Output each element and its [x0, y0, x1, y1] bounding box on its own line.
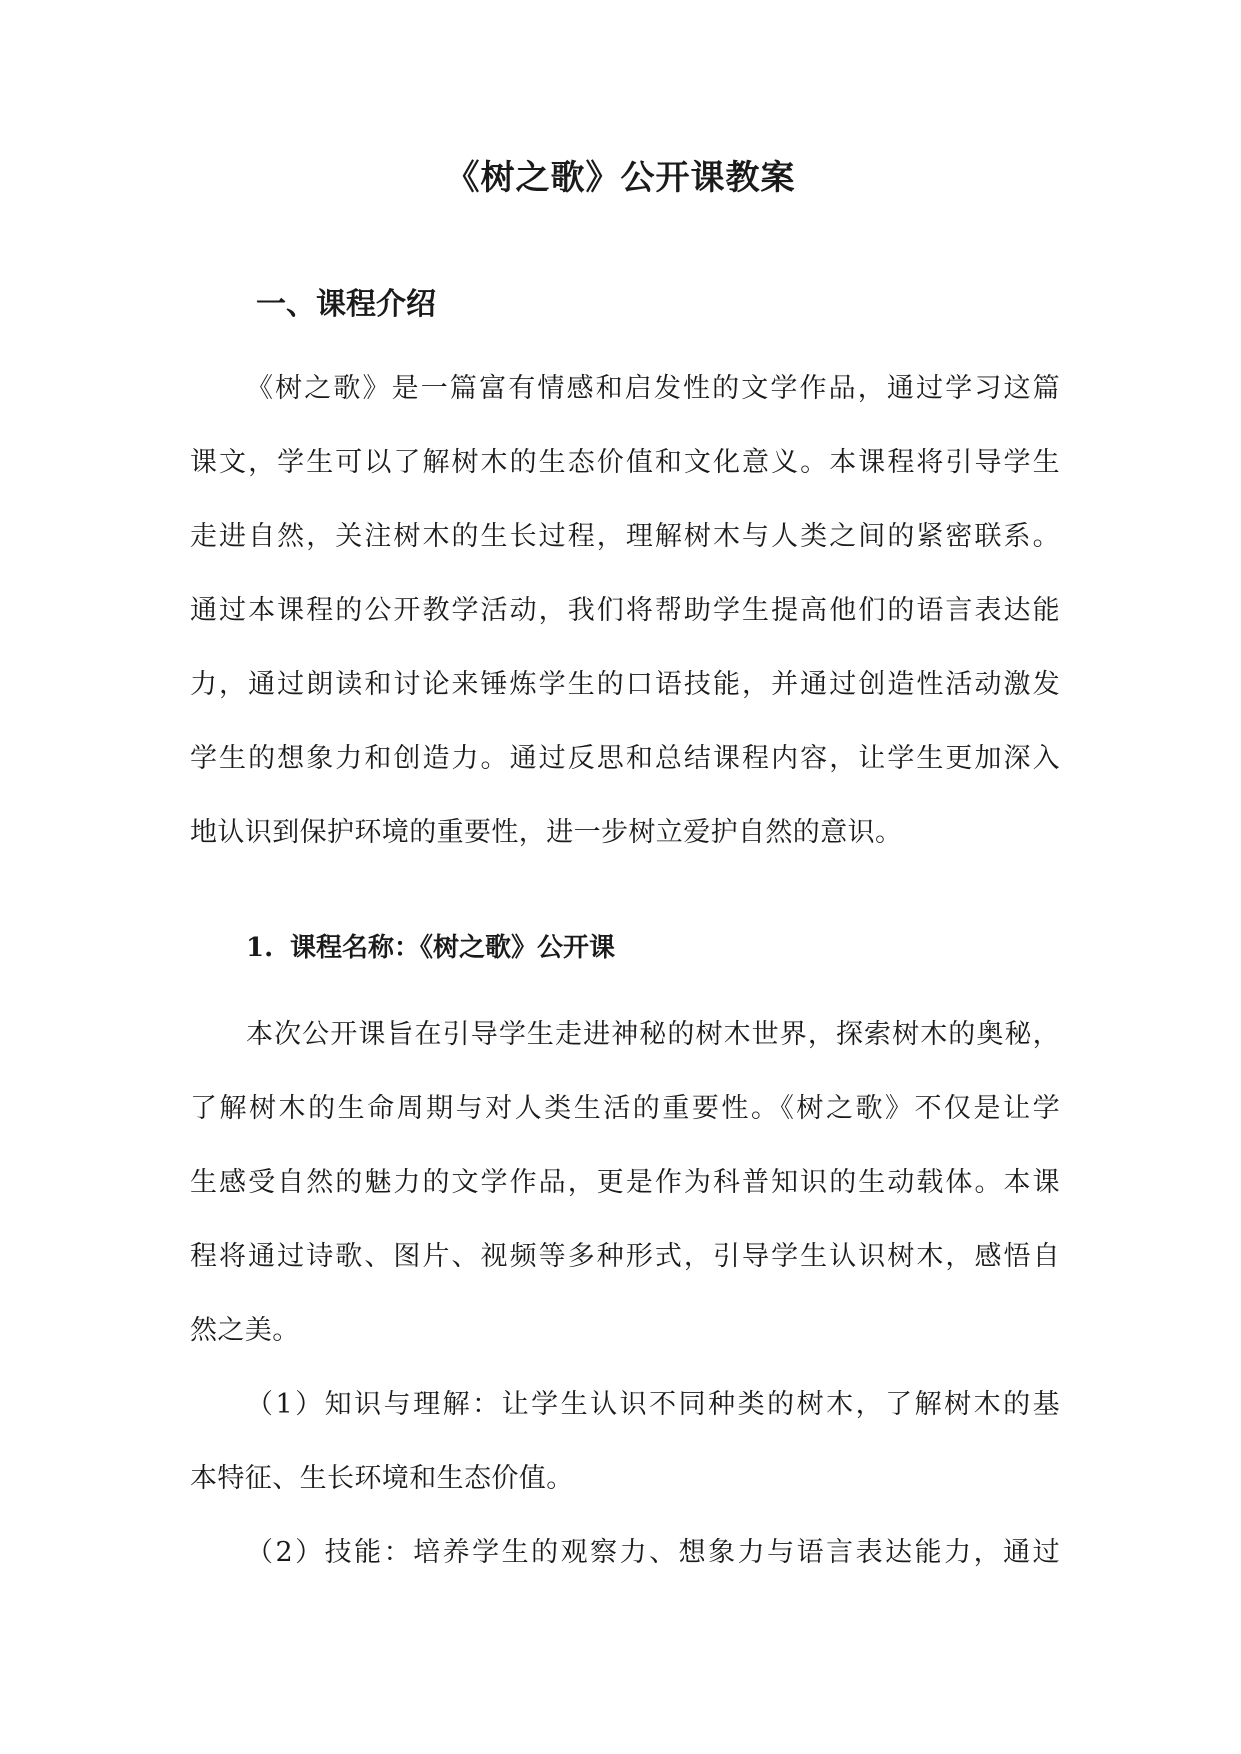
paragraph-line: 地认识到保护环境的重要性，进一步树立爱护自然的意识。 — [190, 817, 903, 848]
subsection-heading-text: 课程名称：《树之歌》公开课 — [290, 933, 616, 963]
course-name-paragraph — [190, 998, 1060, 1368]
paragraph-line: （2）技能：培养学生的观察力、想象力与语言表达能力，通过 — [246, 1537, 1060, 1568]
objective-item-skills — [190, 1516, 1060, 1590]
paragraph-line: 本特征、生长环境和生态价值。 — [190, 1463, 574, 1494]
paragraph-line: 走进自然，关注树木的生长过程，理解树木与人类之间的紧密联系。 — [190, 521, 1060, 552]
objective-item-knowledge — [190, 1368, 1060, 1516]
document-title: 《树之歌》公开课教案 — [445, 158, 796, 198]
subsection-number: 1. — [246, 933, 274, 963]
paragraph-line: 本次公开课旨在引导学生走进神秘的树木世界，探索树木的奥秘， — [246, 1019, 1060, 1050]
section-heading-course-intro: 一、课程介绍 — [256, 287, 436, 322]
paragraph-line: 生感受自然的魅力的文学作品，更是作为科普知识的生动载体。本课 — [190, 1167, 1060, 1198]
paragraph-line: 程将通过诗歌、图片、视频等多种形式，引导学生认识树木，感悟自 — [190, 1241, 1060, 1272]
paragraph-line: 《树之歌》是一篇富有情感和启发性的文学作品，通过学习这篇 — [246, 373, 1060, 404]
paragraph-line: 学生的想象力和创造力。通过反思和总结课程内容，让学生更加深入 — [190, 743, 1060, 774]
paragraph-line: 通过本课程的公开教学活动，我们将帮助学生提高他们的语言表达能 — [190, 595, 1060, 626]
paragraph-line: 力，通过朗读和讨论来锤炼学生的口语技能，并通过创造性活动激发 — [190, 669, 1060, 700]
paragraph-line: （1）知识与理解：让学生认识不同种类的树木，了解树木的基 — [246, 1389, 1060, 1420]
subsection-heading-course-name — [246, 925, 615, 971]
paragraph-line: 然之美。 — [190, 1315, 300, 1346]
paragraph-line: 了解树木的生命周期与对人类生活的重要性。《树之歌》不仅是让学 — [190, 1093, 1060, 1124]
intro-paragraph — [190, 352, 1060, 870]
paragraph-line: 课文，学生可以了解树木的生态价值和文化意义。本课程将引导学生 — [190, 447, 1060, 478]
